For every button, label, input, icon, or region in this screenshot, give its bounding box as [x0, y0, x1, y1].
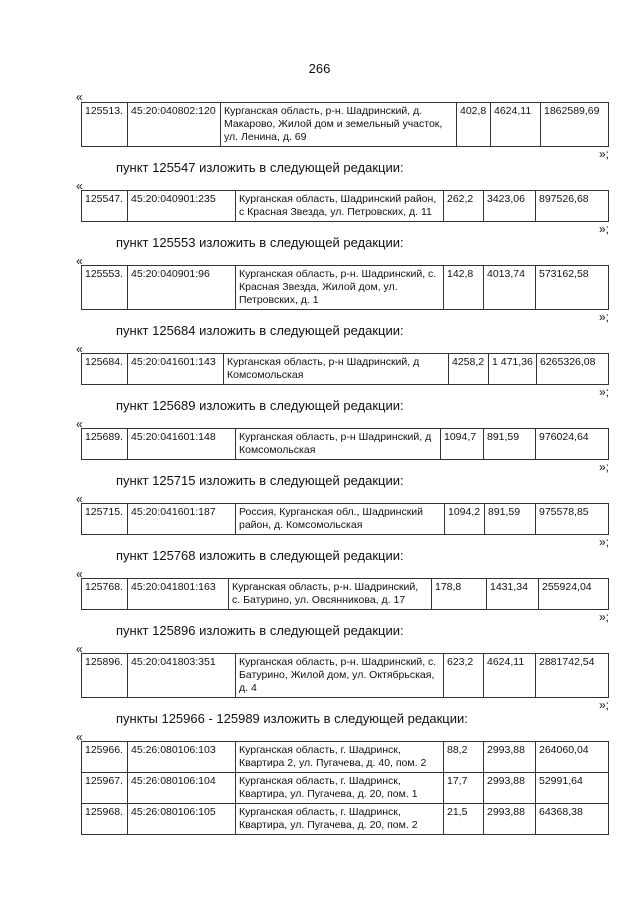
- open-quote: «: [76, 567, 83, 581]
- item-number: 125967.: [82, 773, 128, 804]
- cadastral-value: 1862589,69: [541, 103, 609, 147]
- address: Курганская область, г. Шадринск, Квартира 2, ул. Пугачева, д. 40, пом. 2: [236, 742, 444, 773]
- item-number: 125966.: [82, 742, 128, 773]
- item-number: 125684.: [82, 354, 128, 385]
- item-number: 125689.: [82, 429, 128, 460]
- open-quote: «: [76, 642, 83, 656]
- rate: 891,59: [485, 504, 536, 535]
- cadastral-value: 573162,58: [536, 266, 609, 310]
- cadastral-value: 897526,68: [536, 191, 609, 222]
- cadastral-number: 45:20:041601:187: [128, 504, 236, 535]
- table-row: [82, 266, 609, 310]
- rate: 2993,88: [484, 742, 536, 773]
- record-table: [81, 741, 609, 835]
- area: 402,8: [457, 103, 491, 147]
- cadastral-number: 45:20:040802:120: [128, 103, 221, 147]
- address: Курганская область, Шадринский район, с Красная Звезда, ул. Петровских, д. 11: [236, 191, 444, 222]
- instruction-text: пункт 125715 изложить в следующей редакции:: [116, 473, 404, 488]
- cadastral-value: 52991,64: [536, 773, 609, 804]
- open-quote: «: [76, 342, 83, 356]
- area: 142,8: [444, 266, 484, 310]
- address: Курганская область, р-н. Шадринский, с. Батурино, Жилой дом, ул. Октябрьская, д. 4: [236, 654, 444, 698]
- instruction-text: пункт 125547 изложить в следующей редакции:: [116, 160, 404, 175]
- cadastral-value: 264060,04: [536, 742, 609, 773]
- table-row: [82, 103, 609, 147]
- address: Курганская область, р-н. Шадринский, с. Батурино, ул. Овсянникова, д. 17: [229, 579, 432, 610]
- cadastral-number: 45:20:041601:143: [128, 354, 224, 385]
- instruction-text: пункты 125966 - 125989 изложить в следующей редакции:: [116, 711, 468, 726]
- record-table: [81, 353, 609, 385]
- cadastral-value: 975578,85: [536, 504, 609, 535]
- rate: 1 471,36: [489, 354, 537, 385]
- item-number: 125513.: [82, 103, 128, 147]
- item-number: 125896.: [82, 654, 128, 698]
- table-row: [82, 354, 609, 385]
- area: 17,7: [444, 773, 484, 804]
- area: 21,5: [444, 804, 484, 835]
- cadastral-value: 976024,64: [536, 429, 609, 460]
- item-number: 125553.: [82, 266, 128, 310]
- address: Россия, Курганская обл., Шадринский район, д. Комсомольская: [236, 504, 445, 535]
- instruction-text: пункт 125684 изложить в следующей редакции:: [116, 323, 404, 338]
- rate: 3423,06: [484, 191, 536, 222]
- rate: 2993,88: [484, 773, 536, 804]
- address: Курганская область, р-н Шадринский, д Комсомольская: [224, 354, 449, 385]
- item-number: 125715.: [82, 504, 128, 535]
- cadastral-number: 45:20:041803:351: [128, 654, 236, 698]
- table-row: [82, 429, 609, 460]
- open-quote: «: [76, 90, 83, 104]
- record-table: [81, 102, 609, 147]
- close-quote: »;: [598, 535, 609, 549]
- area: 178,8: [432, 579, 487, 610]
- area: 262,2: [444, 191, 484, 222]
- table-row: [82, 654, 609, 698]
- table-row: [82, 773, 609, 804]
- rate: 4013,74: [484, 266, 536, 310]
- item-number: 125547.: [82, 191, 128, 222]
- record-table: [81, 428, 609, 460]
- table-row: [82, 804, 609, 835]
- address: Курганская область, р-н. Шадринский, д. Макарово, Жилой дом и земельный участок, ул. Ленина, д. 69: [221, 103, 457, 147]
- cadastral-value: 6265326,08: [537, 354, 609, 385]
- instruction-text: пункт 125768 изложить в следующей редакции:: [116, 548, 404, 563]
- record-table: [81, 265, 609, 310]
- instruction-text: пункт 125689 изложить в следующей редакции:: [116, 398, 404, 413]
- cadastral-number: 45:20:041801:163: [128, 579, 229, 610]
- area: 88,2: [444, 742, 484, 773]
- rate: 1431,34: [487, 579, 539, 610]
- rate: 891,59: [484, 429, 536, 460]
- instruction-text: пункт 125896 изложить в следующей редакции:: [116, 623, 404, 638]
- close-quote: »;: [598, 610, 609, 624]
- cadastral-number: 45:20:040901:96: [128, 266, 236, 310]
- record-table: [81, 578, 609, 610]
- open-quote: «: [76, 179, 83, 193]
- close-quote: »;: [598, 310, 609, 324]
- area: 1094,7: [441, 429, 484, 460]
- rate: 4624,11: [491, 103, 541, 147]
- close-quote: »;: [598, 147, 609, 161]
- item-number: 125968.: [82, 804, 128, 835]
- record-table: [81, 190, 609, 222]
- table-row: [82, 742, 609, 773]
- cadastral-number: 45:20:041601:148: [128, 429, 236, 460]
- close-quote: »;: [598, 222, 609, 236]
- close-quote: »;: [598, 460, 609, 474]
- record-table: [81, 503, 609, 535]
- open-quote: «: [76, 492, 83, 506]
- cadastral-value: 2881742,54: [536, 654, 609, 698]
- address: Курганская область, р-н Шадринский, д Комсомольская: [236, 429, 441, 460]
- table-row: [82, 191, 609, 222]
- area: 1094,2: [445, 504, 485, 535]
- cadastral-value: 64368,38: [536, 804, 609, 835]
- cadastral-number: 45:26:080106:104: [128, 773, 236, 804]
- address: Курганская область, р-н. Шадринский, с. Красная Звезда, Жилой дом, ул. Петровских, д. 1: [236, 266, 444, 310]
- page-number: 266: [308, 61, 331, 76]
- open-quote: «: [76, 417, 83, 431]
- close-quote: »;: [598, 698, 609, 712]
- record-table: [81, 653, 609, 698]
- rate: 2993,88: [484, 804, 536, 835]
- area: 4258,2: [449, 354, 489, 385]
- rate: 4624,11: [484, 654, 536, 698]
- open-quote: «: [76, 254, 83, 268]
- cadastral-number: 45:26:080106:105: [128, 804, 236, 835]
- cadastral-number: 45:26:080106:103: [128, 742, 236, 773]
- address: Курганская область, г. Шадринск, Квартира, ул. Пугачева, д. 20, пом. 2: [236, 804, 444, 835]
- table-row: [82, 504, 609, 535]
- item-number: 125768.: [82, 579, 128, 610]
- cadastral-value: 255924,04: [539, 579, 609, 610]
- area: 623,2: [444, 654, 484, 698]
- instruction-text: пункт 125553 изложить в следующей редакции:: [116, 235, 404, 250]
- open-quote: «: [76, 730, 83, 744]
- close-quote: »;: [598, 385, 609, 399]
- address: Курганская область, г. Шадринск, Квартира, ул. Пугачева, д. 20, пом. 1: [236, 773, 444, 804]
- table-row: [82, 579, 609, 610]
- cadastral-number: 45:20:040901:235: [128, 191, 236, 222]
